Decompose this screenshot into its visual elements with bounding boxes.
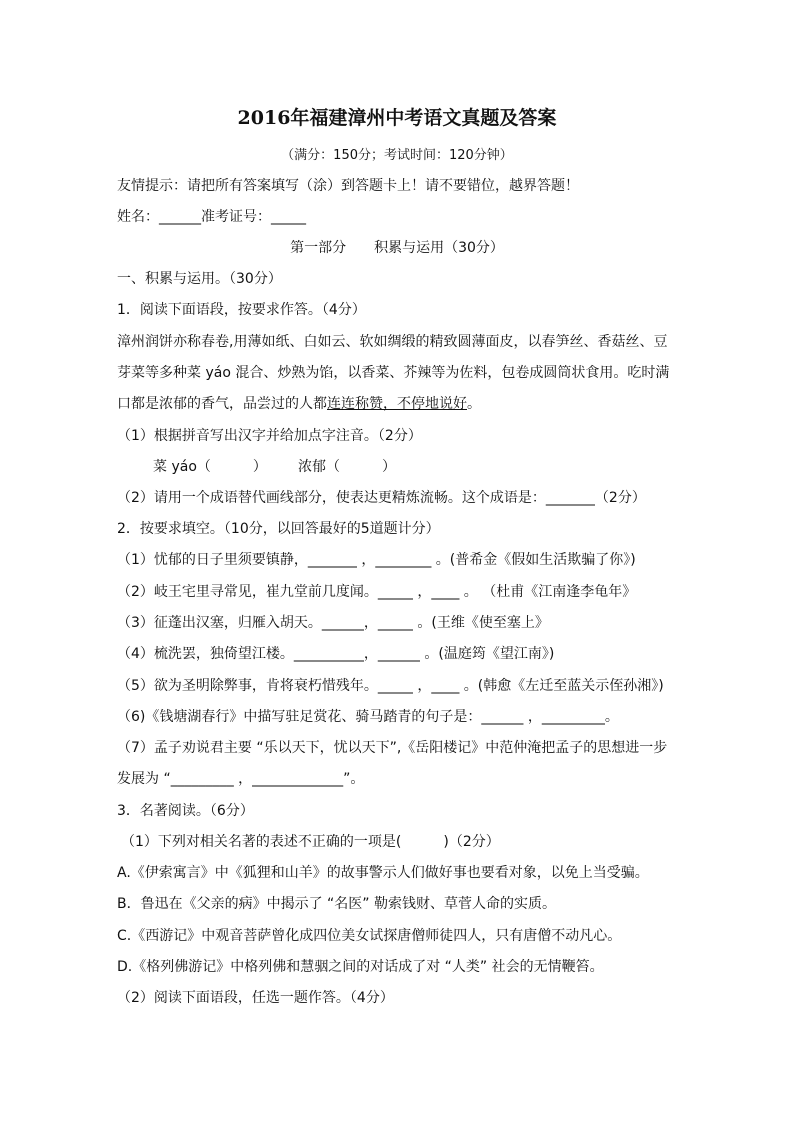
tip-line: 友情提示：请把所有答案填写（涂）到答题卡上！请不要错位，越界答题！ (117, 178, 579, 194)
q1-sub1-item: 浓郁（ ） (298, 459, 396, 475)
q1-paragraph-line: 漳州润饼亦称春卷,用薄如纸、白如云、软如绸缎的精致圆薄面皮，以春笋丝、香菇丝、豆 (117, 334, 668, 350)
q3-option: B．鲁迅在《父亲的病》中揭示了 “名医” 勒索钱财、草菅人命的实质。 (117, 896, 557, 912)
underlined-phrase: 连连称赞，不停地说好 (327, 396, 467, 412)
q3-option: C.《西游记》中观音菩萨曾化成四位美女试探唐僧师徒四人，只有唐僧不动凡心。 (117, 928, 622, 944)
section-heading: 一、积累与运用。（30分） (117, 271, 282, 287)
q3-sub1: （1）下列对相关名著的表述不正确的一项是( )（2分） (121, 834, 500, 850)
q3-heading: 3．名著阅读。（6分） (117, 803, 254, 819)
q3-option: D.《格列佛游记》中格列佛和慧骃之间的对话成了对 “人类” 社会的无情鞭笞。 (117, 959, 604, 975)
q1-text: 。 (467, 396, 481, 412)
q2-heading: 2．按要求填空。（10分，以回答最好的5道题计分） (117, 521, 440, 537)
q2-item: （6)《钱塘湖春行》中描写驻足赏花、骑马踏青的句子是：______ ，_________。 (117, 709, 619, 725)
q2-item: （3）征蓬出汉塞，归雁入胡天。______，_____ 。(王维《使至塞上》 (117, 615, 549, 631)
q1-text: 口都是浓郁的香气，品尝过的人都 (117, 396, 327, 412)
q1-sub2: （2）请用一个成语替代画线部分，使表达更精炼流畅。这个成语是：_______（2分） (117, 490, 646, 506)
q2-item: （1）忧郁的日子里须要镇静，_______ ，________ 。(普希金《假如生活欺骗了你》) (117, 552, 636, 568)
q2-item: （5）欲为圣明除弊事，肯将衰朽惜残年。_____ ，____ 。(韩愈《左迁至蓝关示侄孙湘》) (117, 678, 664, 694)
q3-option: A.《伊索寓言》中《狐狸和山羊》的故事警示人们做好事也要看对象，以免上当受骗。 (117, 865, 649, 881)
q1-sub1-item: 菜 yáo（ ） (153, 459, 267, 475)
q1-heading: 1．阅读下面语段，按要求作答。（4分） (117, 302, 366, 318)
q2-item: （2）岐王宅里寻常见，崔九堂前几度闻。_____ ，____ 。 （杜甫《江南逢李龟年》 (117, 584, 637, 600)
q2-item: （7）孟子劝说君主要 “乐以天下，忧以天下”,《岳阳楼记》中范仲淹把孟子的思想进一步 (117, 740, 668, 756)
q1-paragraph-line: 芽菜等多种菜 yáo 混合、炒熟为馅，以香菜、芥辣等为佐料，包卷成圆筒状食用。吃时满 (117, 365, 670, 381)
page-title: 2016年福建漳州中考语文真题及答案 (237, 107, 557, 129)
exam-subtitle: （满分：150分；考试时间：120分钟） (281, 148, 513, 163)
q2-item: 发展为 “_________ ，_____________”。 (117, 771, 365, 787)
q1-paragraph-line (117, 395, 481, 413)
name-line: 姓名：______准考证号：_____ (117, 209, 306, 225)
part-title: 第一部分 积累与运用（30分） (290, 240, 504, 256)
q3-sub2: （2）阅读下面语段，任选一题作答。（4分） (117, 990, 394, 1006)
q1-sub1: （1）根据拼音写出汉字并给加点字注音。（2分） (117, 428, 422, 444)
q2-item: （4）梳洗罢，独倚望江楼。__________，______ 。(温庭筠《望江南》) (117, 646, 555, 662)
